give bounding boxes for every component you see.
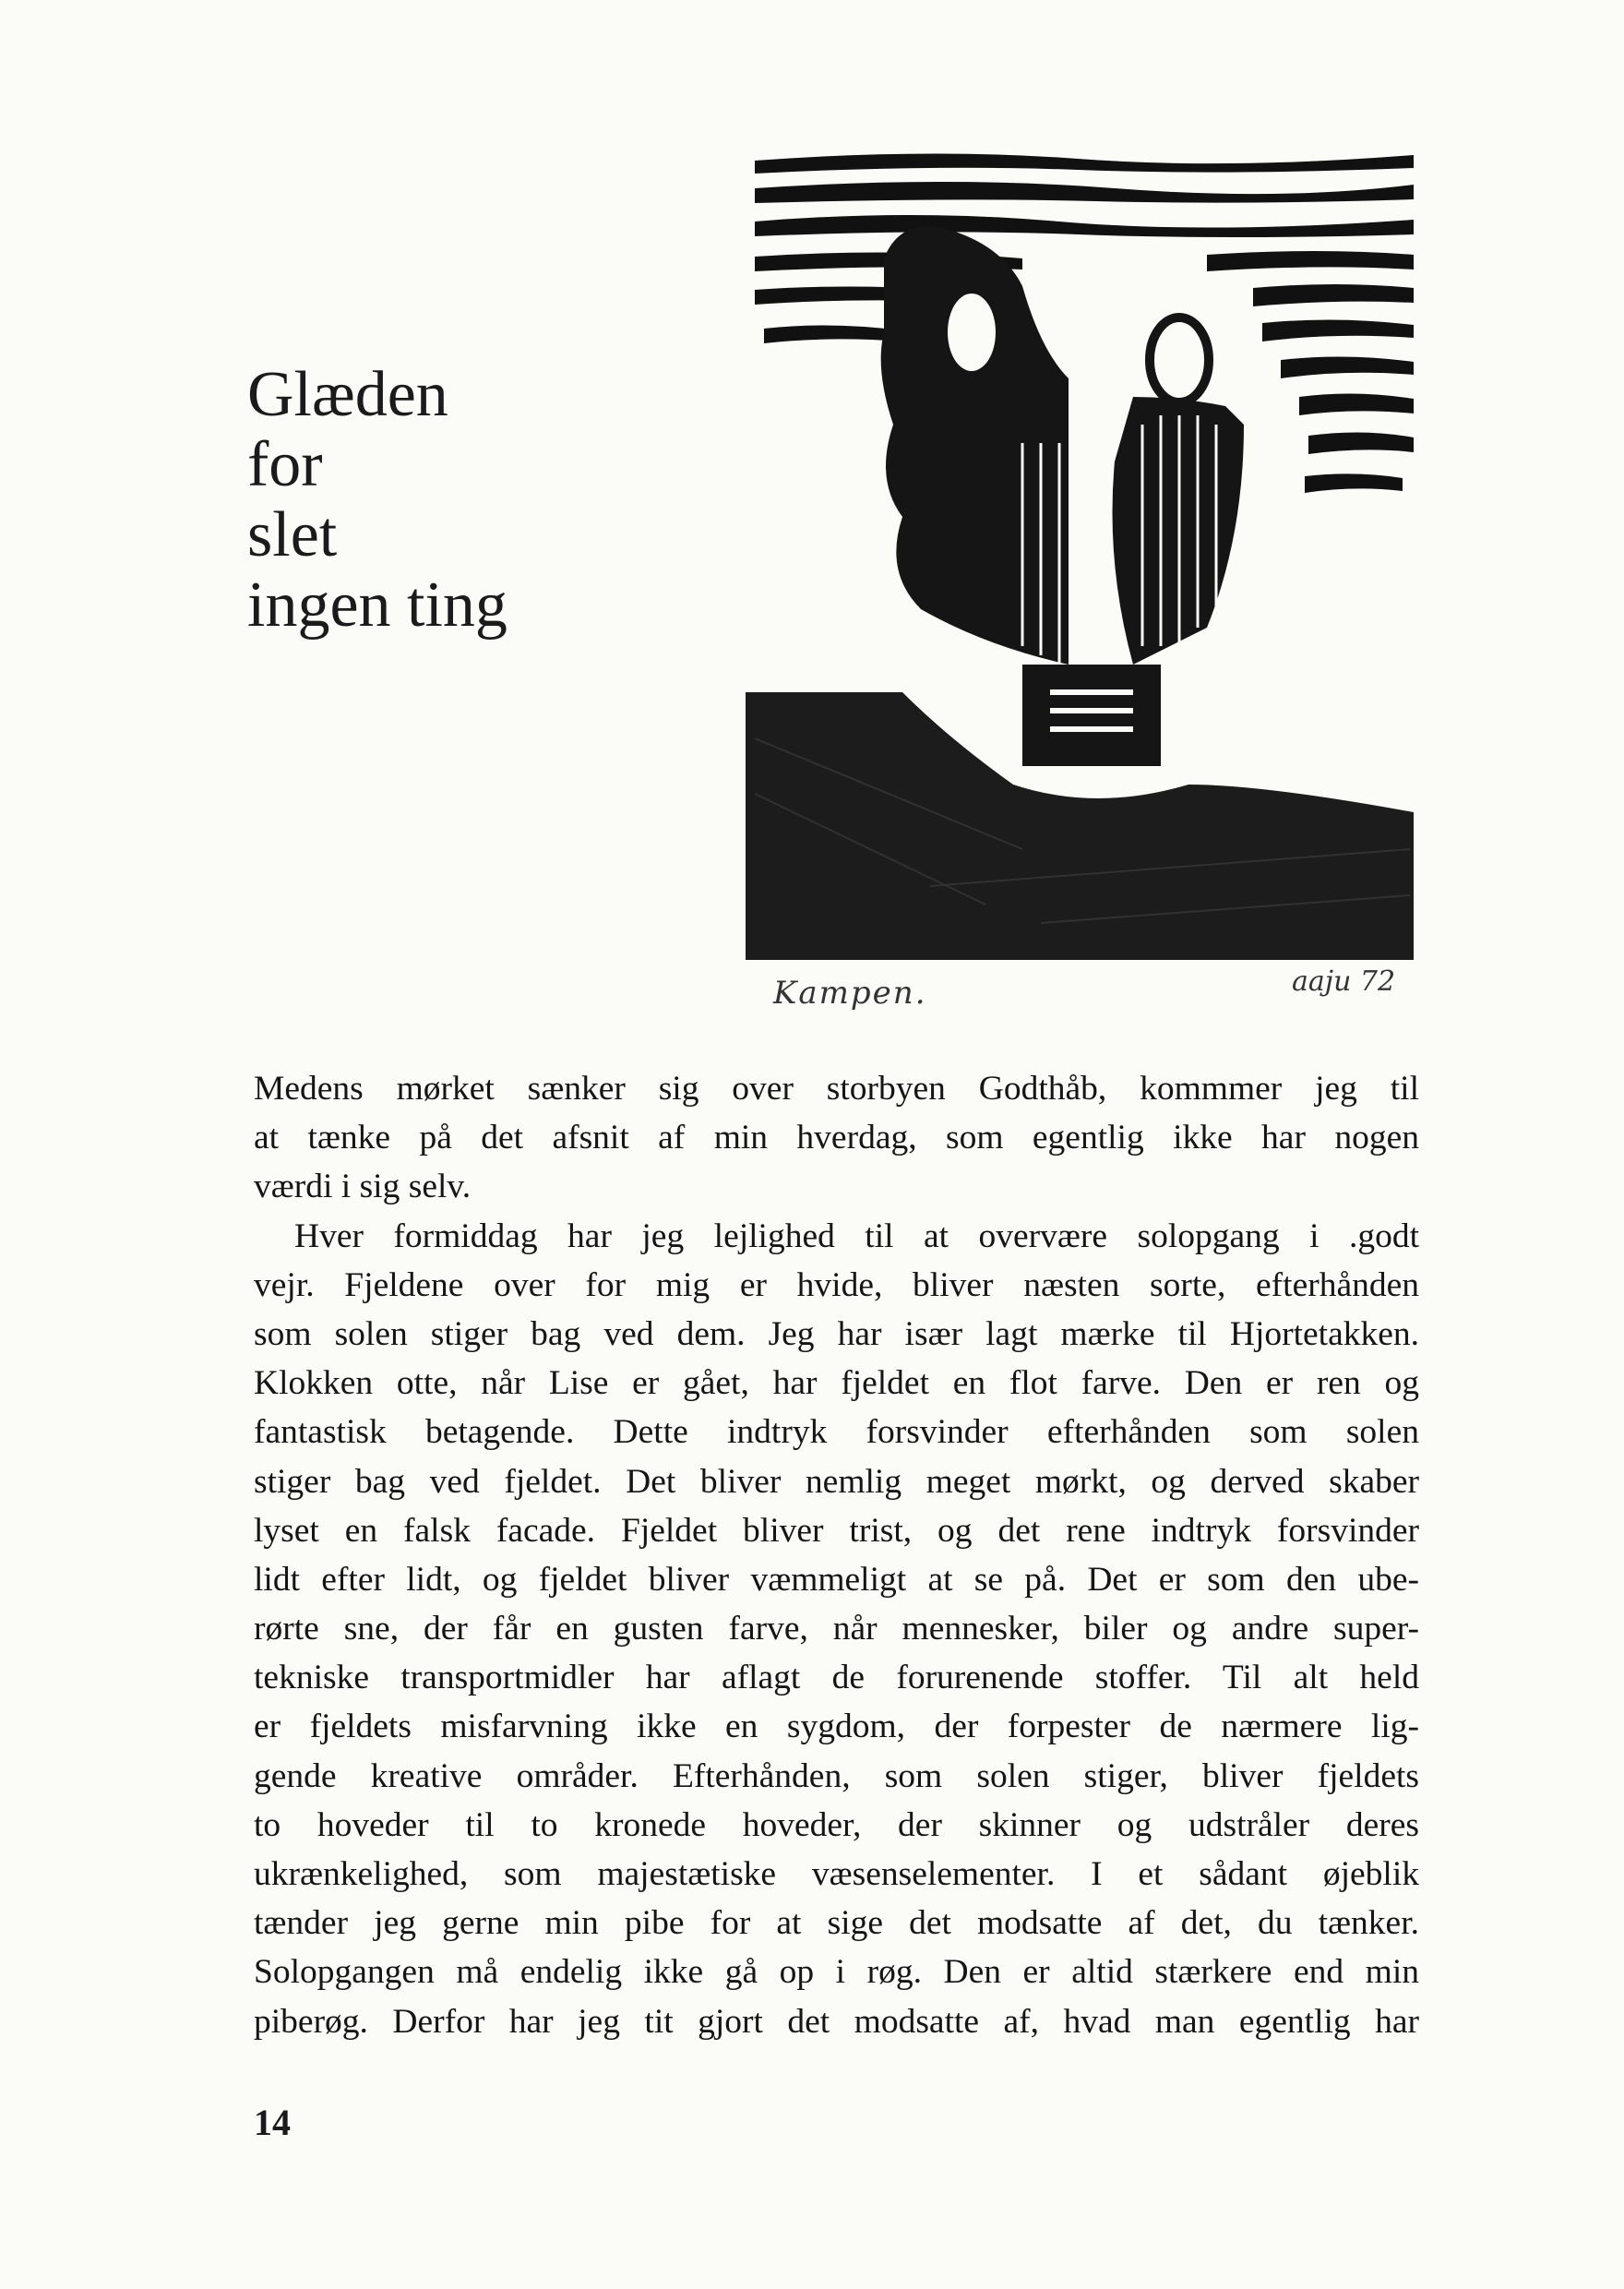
text-line: Solopgangen må endelig ikke gå op i røg. Den er altid stærkere end min (254, 1953, 1419, 1992)
text-line: værdi i sig selv. (254, 1168, 472, 1206)
text-line: stiger bag ved fjeldet. Det bliver nemlig meget mørkt, og derved skaber (254, 1462, 1419, 1501)
linocut-illustration (746, 148, 1414, 960)
text-line: at tænke på det afsnit af min hverdag, som egentlig ikke har nogen (254, 1119, 1419, 1157)
text-line: Hver formiddag har jeg lejlighed til at overvære solopgang i .godt (294, 1216, 1419, 1255)
illustration-title-signature: Kampen. (773, 975, 927, 1012)
text-line: Klokken otte, når Lise er gået, har fjeldet en flot farve. Den er ren og (254, 1364, 1419, 1403)
text-line: lidt efter lidt, og fjeldet bliver væmmeligt at se på. Det er som den ube- (254, 1560, 1419, 1599)
text-line: vejr. Fjeldene over for mig er hvide, bliver næsten sorte, efterhånden (254, 1265, 1419, 1304)
text-line: fantastisk betagende. Dette indtryk forsvinder efterhånden som solen (254, 1413, 1419, 1452)
title-line: for (247, 429, 323, 500)
title-line: slet (247, 499, 338, 570)
text-line: tekniske transportmidler har aflagt de forurenende stoffer. Til alt held (254, 1659, 1419, 1697)
page-number: 14 (254, 2102, 291, 2143)
title-line: ingen ting (247, 569, 508, 641)
text-line: som solen stiger bag ved dem. Jeg har især lagt mærke til Hjortetakken. (254, 1314, 1419, 1353)
text-line: ukrænkelighed, som majestætiske væsenselementer. I et sådant øjeblik (254, 1855, 1419, 1893)
body-text (254, 1064, 1419, 2046)
text-line: Medens mørket sænker sig over storbyen Godthåb, kommmer jeg til (254, 1070, 1419, 1108)
text-line: to hoveder til to kronede hoveder, der skinner og udstråler deres (254, 1805, 1419, 1844)
text-line: lyset en falsk facade. Fjeldet bliver trist, og det rene indtryk forsvinder (254, 1511, 1419, 1550)
title-line: Glæden (247, 359, 448, 430)
text-line: er fjeldets misfarvning ikke en sygdom, der forpester de nærmere lig- (254, 1708, 1419, 1746)
text-line: piberøg. Derfor har jeg tit gjort det modsatte af, hvad man egentlig har (254, 2002, 1419, 2041)
text-line: rørte sne, der får en gusten farve, når mennesker, biler og andre super- (254, 1610, 1419, 1648)
text-line: tænder jeg gerne min pibe for at sige det modsatte af det, du tænker. (254, 1904, 1419, 1943)
artist-signature: aaju 72 (1292, 965, 1396, 998)
text-line: gende kreative områder. Efterhånden, som solen stiger, bliver fjeldets (254, 1756, 1419, 1795)
chapter-title (247, 360, 508, 641)
